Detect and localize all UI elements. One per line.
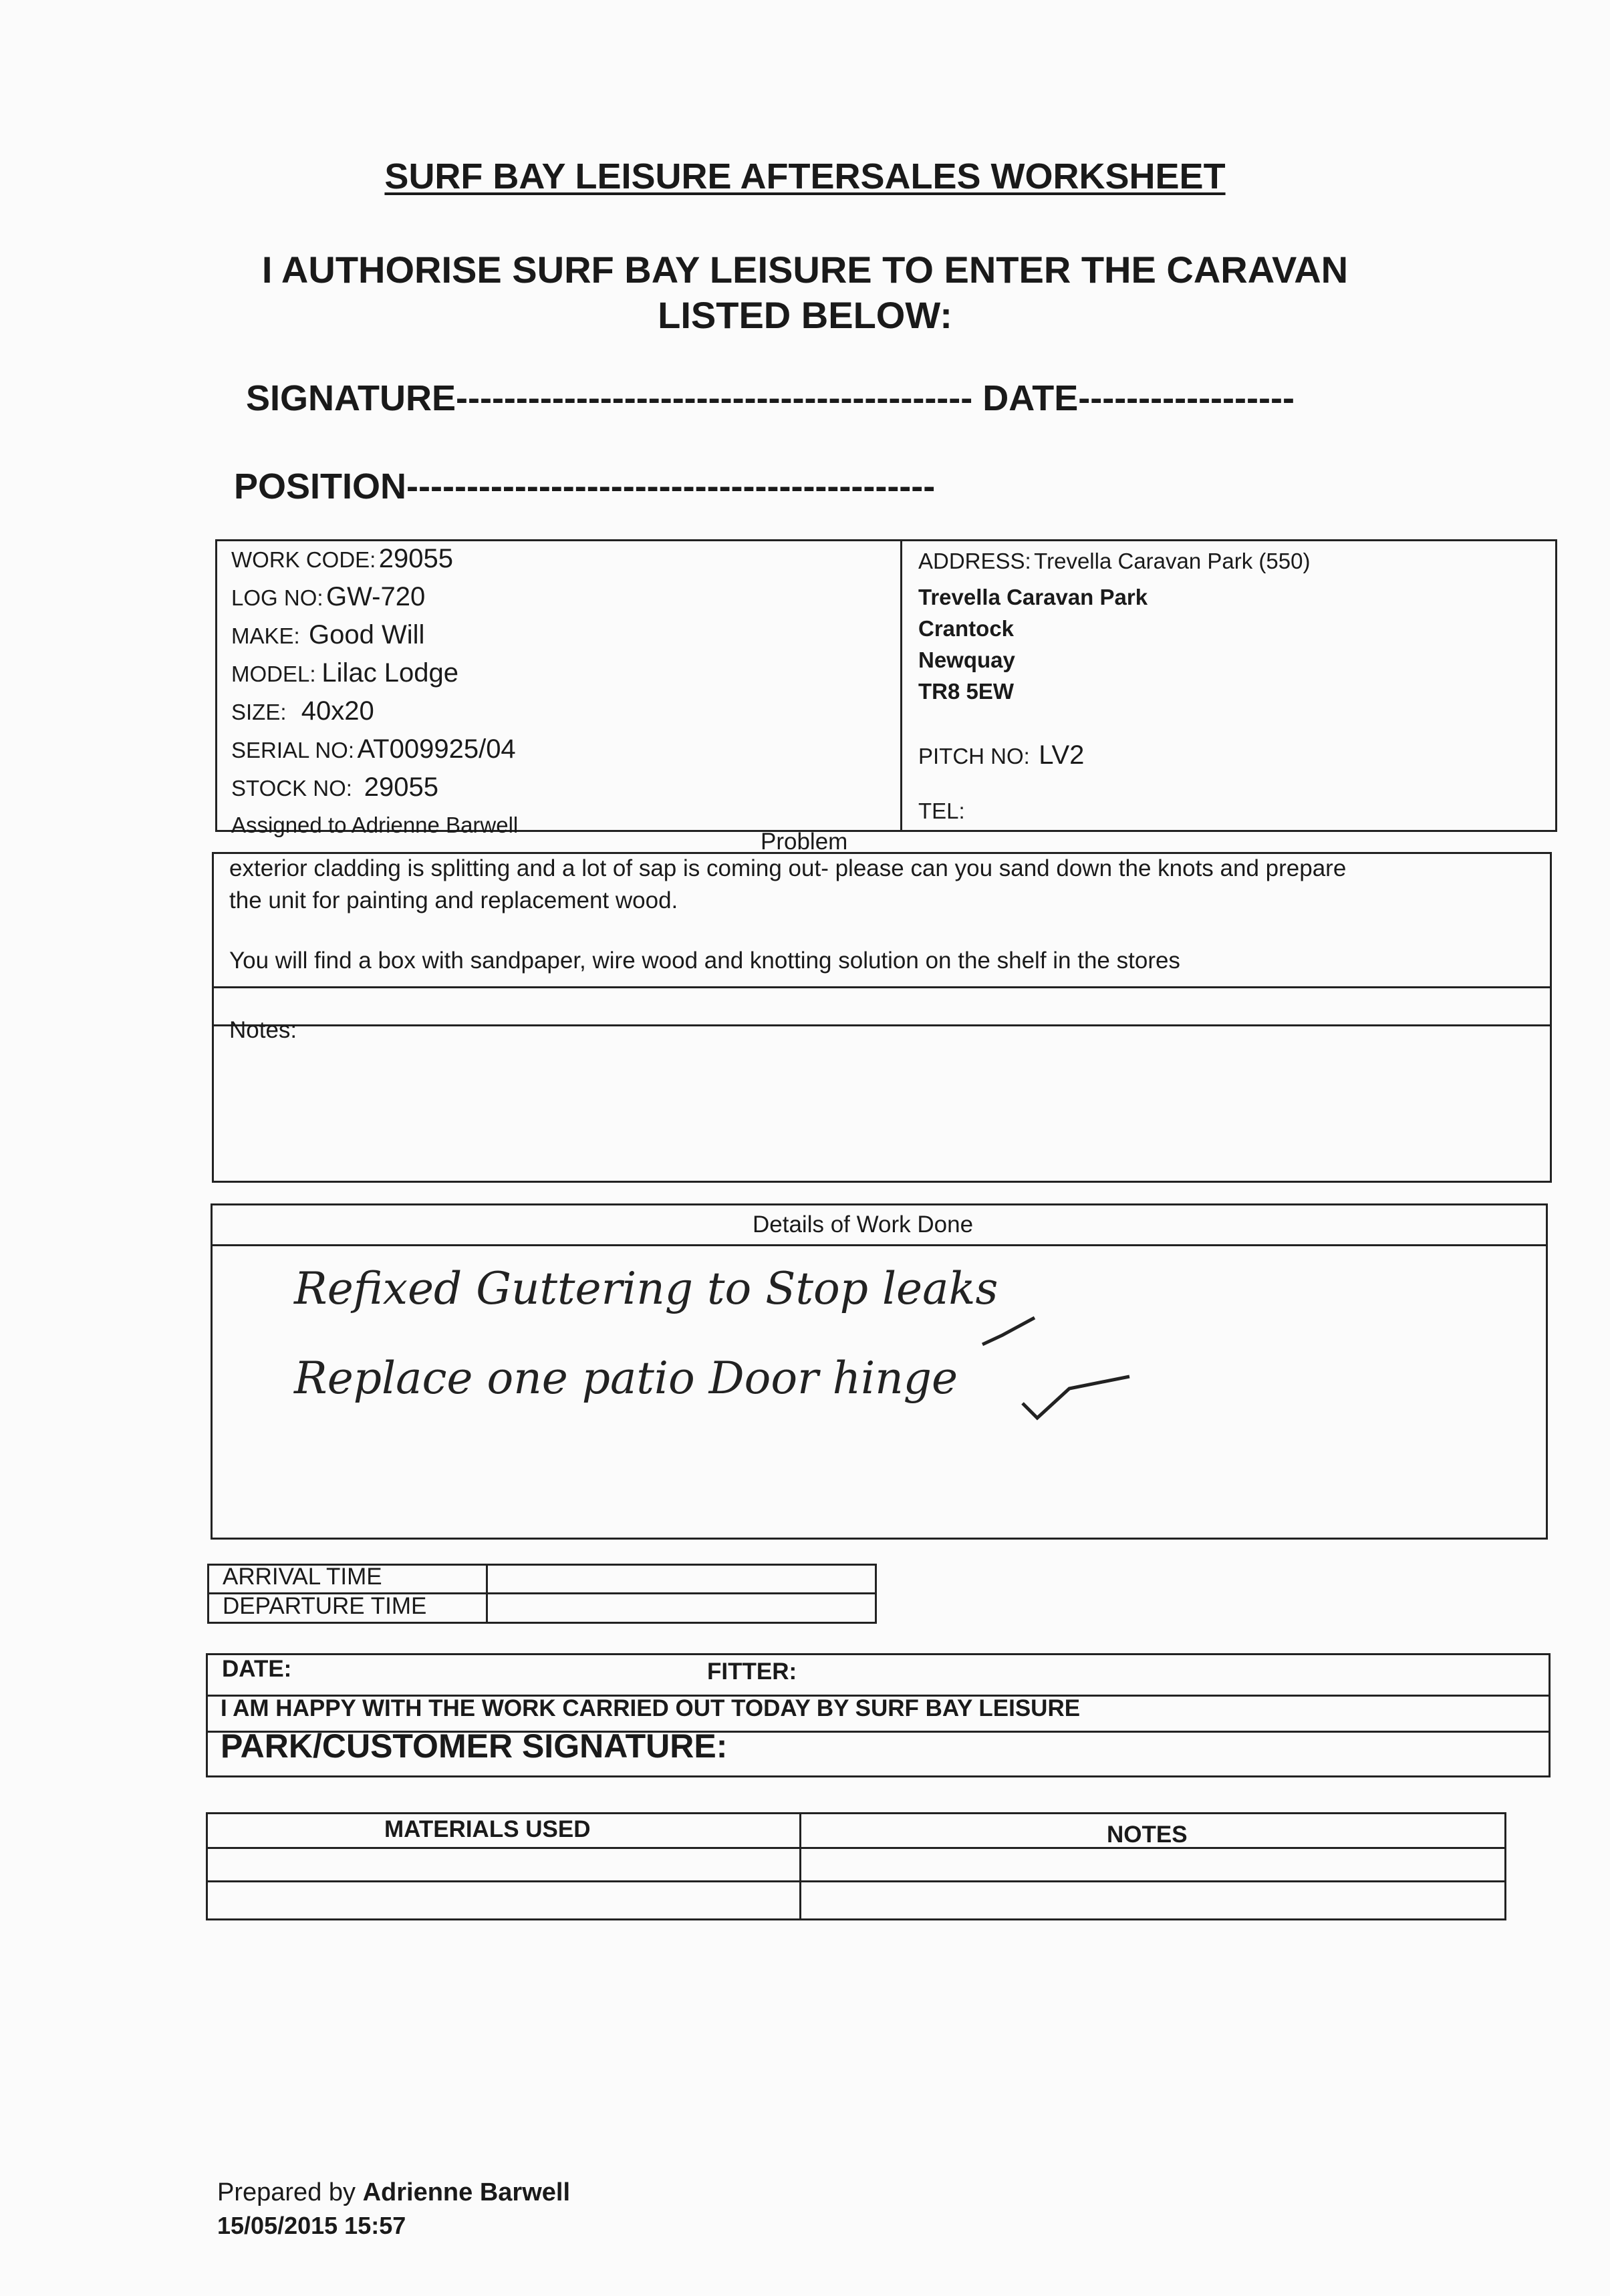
stock-value: 29055 bbox=[364, 772, 438, 802]
tel-label: TEL: bbox=[918, 799, 965, 823]
prepared-by-name: Adrienne Barwell bbox=[362, 2178, 570, 2206]
address-line-1: Trevella Caravan Park bbox=[918, 585, 1148, 609]
arrival-time-label: ARRIVAL TIME bbox=[223, 1564, 382, 1590]
notes-heading: NOTES bbox=[1107, 1822, 1188, 1848]
position-line: POSITION-------------------------------------------- bbox=[234, 466, 936, 507]
checkmark-icons bbox=[976, 1303, 1136, 1423]
stock-row: STOCK NO: 29055 bbox=[231, 772, 438, 802]
address-postcode: TR8 5EW bbox=[918, 679, 1015, 704]
unit-details bbox=[231, 543, 518, 841]
checkmark-icon-1 bbox=[982, 1318, 1035, 1344]
handwritten-work-line-2: Replace one patio Door hinge bbox=[294, 1352, 958, 1404]
materials-column-divider bbox=[799, 1812, 801, 1920]
materials-row-divider-2 bbox=[206, 1880, 1506, 1882]
work-code-value: 29055 bbox=[378, 544, 454, 573]
address-details bbox=[918, 546, 1310, 707]
serial-row: SERIAL NO: AT009925/04 bbox=[231, 734, 516, 764]
model-value: Lilac Lodge bbox=[321, 658, 459, 688]
size-value: 40x20 bbox=[301, 696, 374, 726]
departure-time-label: DEPARTURE TIME bbox=[223, 1593, 427, 1619]
make-value: Good Will bbox=[309, 620, 425, 650]
pitch-value: LV2 bbox=[1039, 740, 1085, 770]
happy-statement: I AM HAPPY WITH THE WORK CARRIED OUT TODAY BY SURF BAY LEISURE bbox=[221, 1695, 1081, 1721]
work-done-heading: Details of Work Done bbox=[753, 1211, 974, 1238]
problem-text-line-3: You will find a box with sandpaper, wire wood and knotting solution on the shelf in the stores bbox=[229, 948, 1180, 974]
log-no-row: LOG NO: GW-720 bbox=[231, 582, 426, 611]
signature-date-line: SIGNATURE------------------------------------------- DATE------------------ bbox=[246, 378, 1295, 418]
worksheet-title: SURF BAY LEISURE AFTERSALES WORKSHEET bbox=[384, 156, 1226, 196]
problem-divider-1 bbox=[212, 986, 1552, 988]
prepared-by bbox=[217, 2178, 570, 2207]
authorisation-line-2: LISTED BELOW: bbox=[658, 294, 952, 336]
make-row: MAKE: Good Will bbox=[231, 620, 425, 650]
address-summary: Trevella Caravan Park (550) bbox=[1034, 549, 1311, 573]
unit-box-divider bbox=[900, 539, 902, 832]
prepared-by-label: Prepared by bbox=[217, 2178, 356, 2206]
address-label: ADDRESS: bbox=[918, 549, 1031, 573]
serial-value: AT009925/04 bbox=[357, 734, 516, 764]
problem-divider-2 bbox=[212, 1024, 1552, 1026]
times-column-divider bbox=[486, 1564, 488, 1624]
fitter-label: FITTER: bbox=[707, 1659, 797, 1685]
materials-used-heading: MATERIALS USED bbox=[384, 1816, 591, 1842]
handwritten-work-line-1: Refixed Guttering to Stop leaks bbox=[294, 1263, 998, 1314]
assigned-to: Assigned to Adrienne Barwell bbox=[231, 813, 519, 837]
customer-signature-label: PARK/CUSTOMER SIGNATURE: bbox=[221, 1727, 728, 1765]
date-label: DATE: bbox=[222, 1656, 292, 1682]
pitch-row: PITCH NO: LV2 bbox=[918, 740, 1085, 770]
problem-text-line-1: exterior cladding is splitting and a lot of sap is coming out- please can you sand down the knots and prepare bbox=[229, 855, 1347, 881]
problem-text-line-2: the unit for painting and replacement wood. bbox=[229, 887, 678, 913]
prepared-timestamp: 15/05/2015 15:57 bbox=[217, 2212, 406, 2239]
work-done-divider bbox=[211, 1244, 1548, 1246]
authorisation-statement bbox=[0, 247, 1610, 338]
size-row: SIZE: 40x20 bbox=[231, 696, 374, 726]
log-no-value: GW-720 bbox=[325, 582, 426, 611]
materials-row-divider-1 bbox=[206, 1847, 1506, 1849]
address-line-2: Crantock bbox=[918, 616, 1015, 641]
checkmark-icon-2 bbox=[1023, 1377, 1129, 1418]
work-code-row: WORK CODE: 29055 bbox=[231, 544, 454, 573]
problem-heading: Problem bbox=[761, 829, 848, 855]
notes-label: Notes: bbox=[229, 1017, 297, 1043]
authorisation-line-1: I AUTHORISE SURF BAY LEISURE TO ENTER THE CARAVAN bbox=[261, 249, 1349, 291]
address-line-3: Newquay bbox=[918, 648, 1015, 672]
model-row: MODEL: Lilac Lodge bbox=[231, 658, 459, 688]
